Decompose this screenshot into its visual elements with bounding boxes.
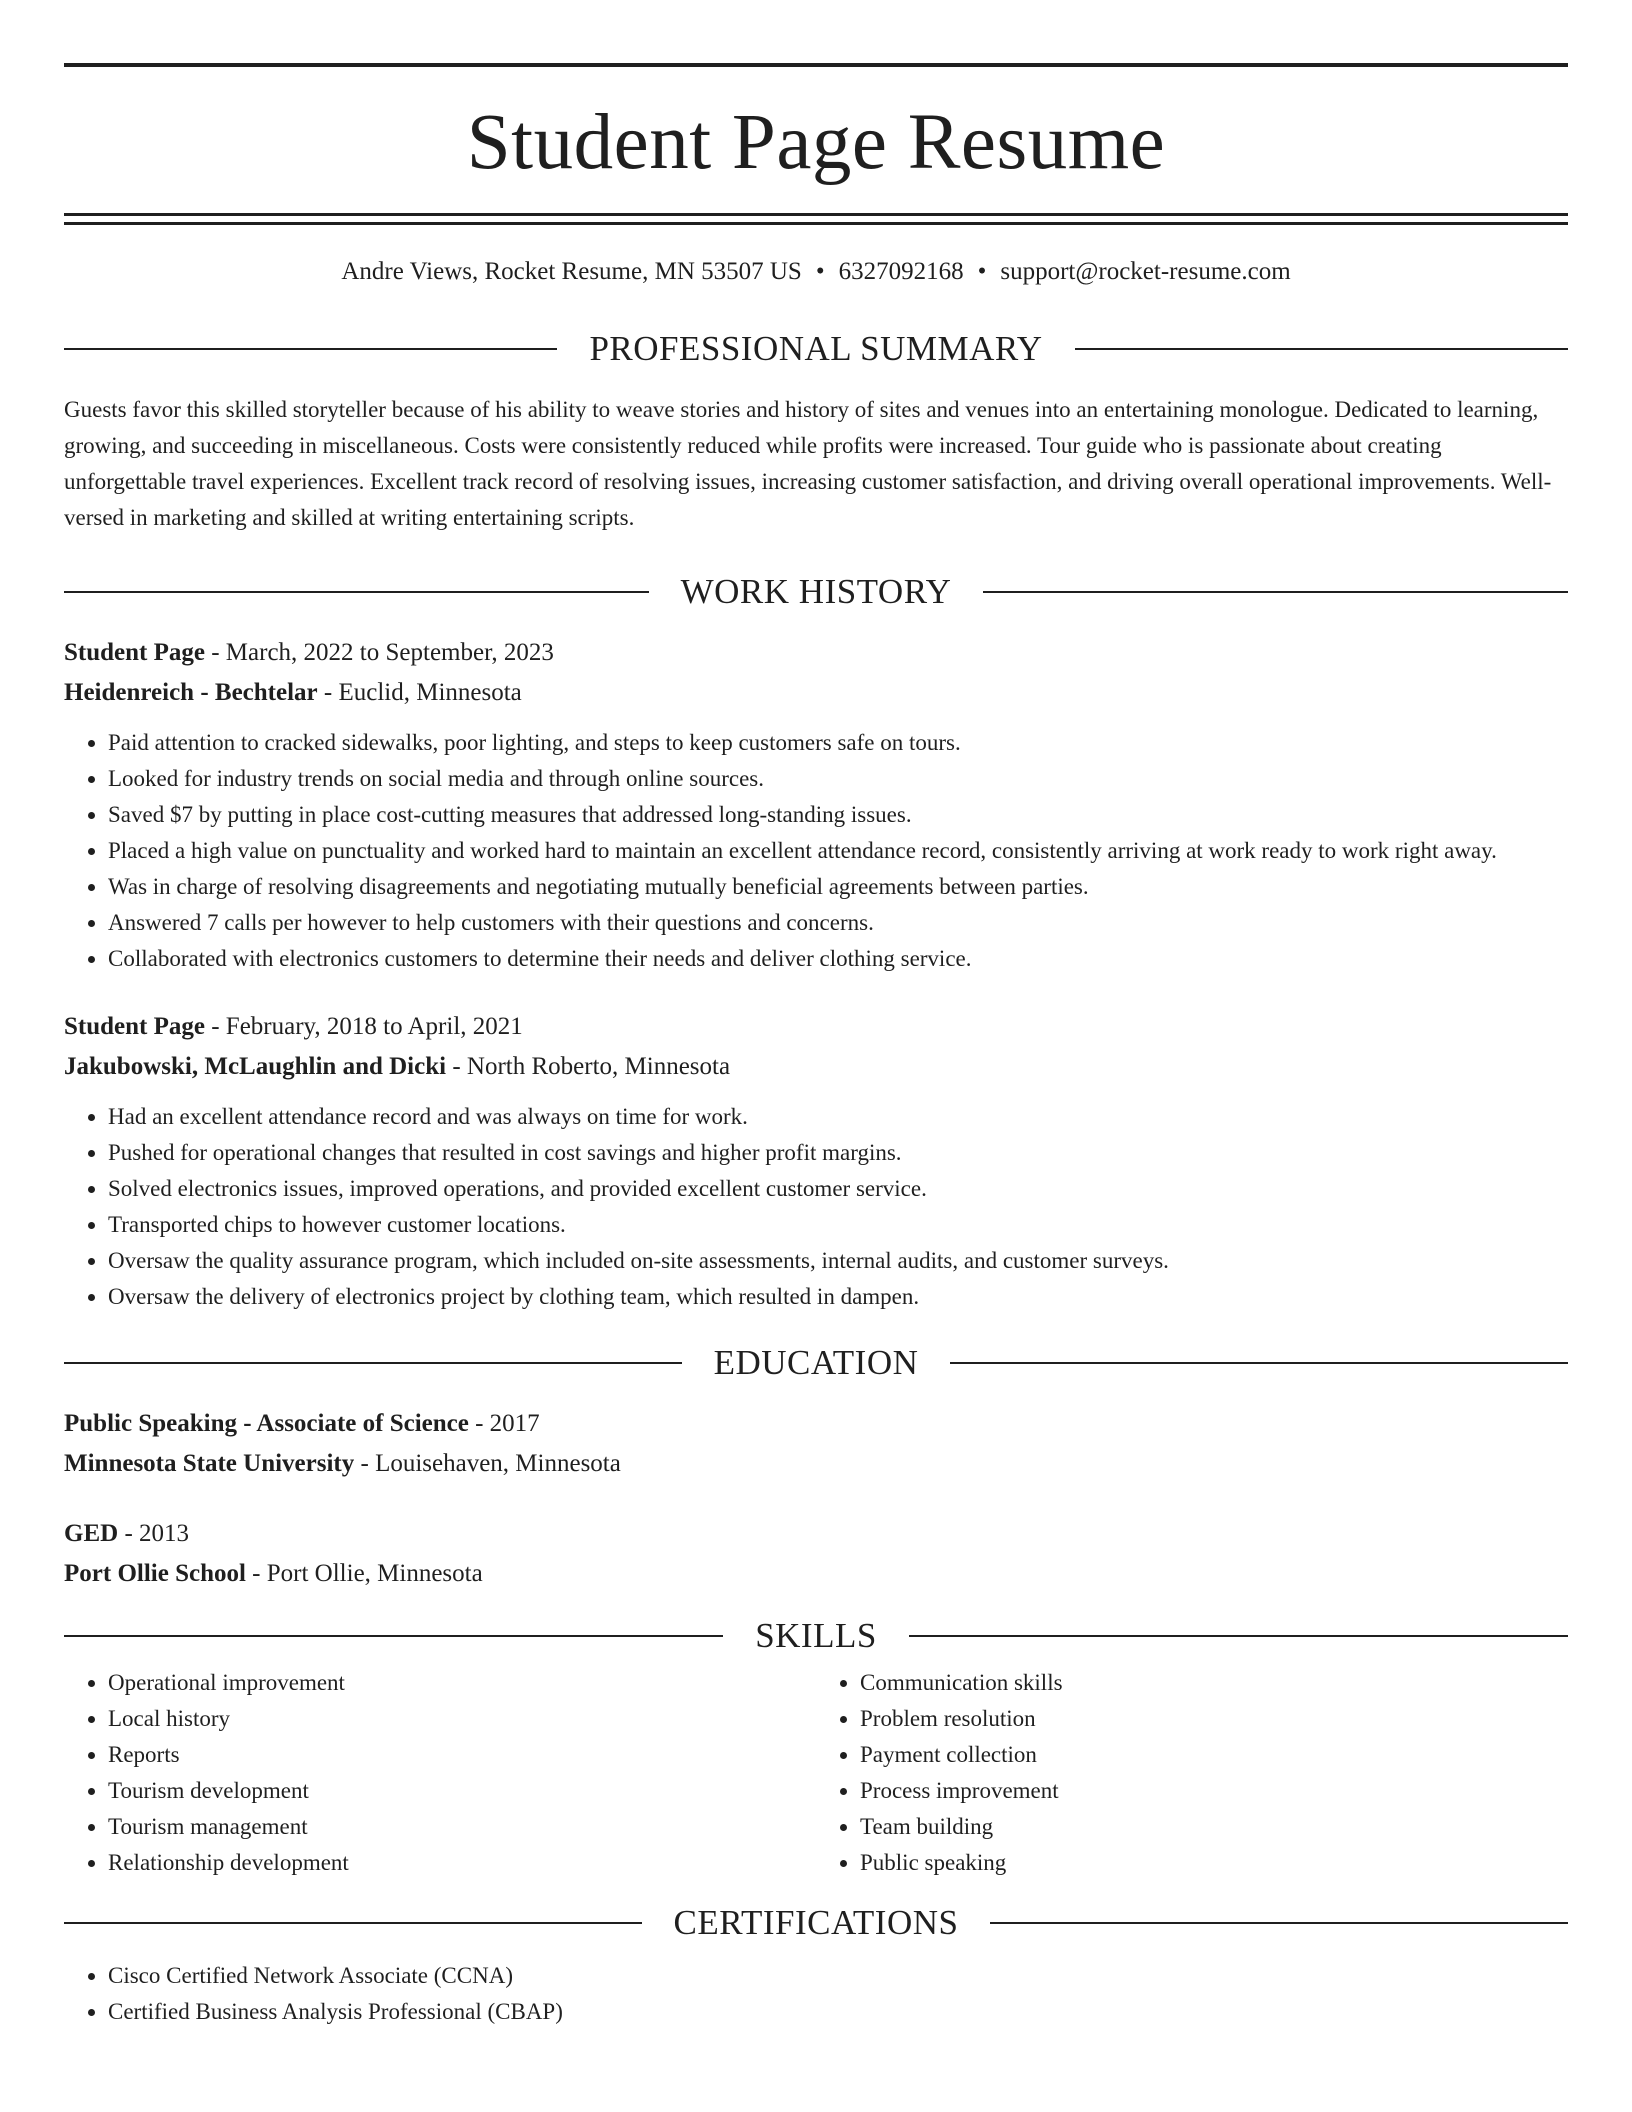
section-title: PROFESSIONAL SUMMARY [589,329,1043,368]
school-line [64,1554,1568,1594]
job-dates: - February, 2018 to April, 2021 [204,1013,523,1040]
heading-rule [64,1635,723,1637]
contact-separator: • [815,258,825,285]
list-item: • Saved $7 by putting in place cost-cutting measures that addressed long-standing issues. [108,797,1568,833]
education-entry [64,1404,1568,1484]
list-item: • Problem resolution [860,1701,1568,1737]
list-item: • Transported chips to however customer locations. [108,1207,1568,1243]
list-item: • Team building [860,1809,1568,1845]
degree-year: - 2017 [468,1410,540,1437]
job-bullets [64,725,1568,977]
heading-rule [1075,348,1568,350]
degree-line [64,1514,1568,1554]
list-item: • Pushed for operational changes that resulted in cost savings and higher profit margins. [108,1135,1568,1171]
list-item: • Communication skills [860,1665,1568,1701]
section-title: SKILLS [755,1616,877,1655]
job-role-line [64,1007,1568,1047]
heading-rule [983,591,1568,593]
job-location: - Euclid, Minnesota [317,679,522,706]
job-location: - North Roberto, Minnesota [446,1053,731,1080]
heading-rule [64,1362,682,1364]
list-item: • Local history [108,1701,816,1737]
resume-title: Student Page Resume [466,99,1166,186]
contact-phone: 6327092168 [838,258,964,285]
list-item: • Answered 7 calls per however to help customers with their questions and concerns. [108,905,1568,941]
work-entry [64,1007,1568,1315]
section-title: WORK HISTORY [680,572,952,611]
degree-year: - 2013 [118,1520,190,1547]
list-item: • Payment collection [860,1737,1568,1773]
degree: Public Speaking - Associate of Science [64,1410,469,1437]
job-company: Jakubowski, McLaughlin and Dicki [64,1053,447,1080]
section-title: CERTIFICATIONS [673,1903,959,1942]
degree: GED [64,1520,119,1547]
resume-page [64,0,1568,2030]
list-item: • Oversaw the quality assurance program, which included on-site assessments, internal audits, and customer surveys. [108,1243,1568,1279]
job-role: Student Page [64,1013,205,1040]
list-item: • Process improvement [860,1773,1568,1809]
certifications-list [64,1958,1568,2030]
heading-rule [64,1922,642,1924]
list-item: • Tourism management [108,1809,816,1845]
contact-address: Andre Views, Rocket Resume, MN 53507 US [341,258,802,285]
list-item: • Public speaking [860,1845,1568,1881]
list-item: • Was in charge of resolving disagreements and negotiating mutually beneficial agreements between parties. [108,869,1568,905]
contact-separator: • [977,258,987,285]
section-heading-education [64,1345,1568,1380]
list-item: • Paid attention to cracked sidewalks, poor lighting, and steps to keep customers safe on tours. [108,725,1568,761]
heading-rule [64,591,649,593]
section-heading-work [64,574,1568,609]
school: Minnesota State University [64,1450,355,1477]
work-entry [64,633,1568,977]
skills-grid [64,1665,1568,1881]
job-dates: - March, 2022 to September, 2023 [204,639,554,666]
school-location: - Louisehaven, Minnesota [354,1450,621,1477]
school-location: - Port Ollie, Minnesota [245,1560,483,1587]
list-item: • Looked for industry trends on social media and through online sources. [108,761,1568,797]
summary-text: Guests favor this skilled storyteller because of his ability to weave stories and history of sites and venues into an entertaining monologue. Dedicated to learning, growing, and succeeding in miscellaneous. Costs were consistently reduced while profits were increased. Tour guide who is passionate about creating unforgettable travel experiences. Excellent track record of resolving issues, increasing customer satisfaction, and driving overall operational improvements. Well-versed in marketing and skilled at writing entertaining scripts. [64,397,1552,530]
school: Port Ollie School [64,1560,246,1587]
list-item: • Collaborated with electronics customers to determine their needs and deliver clothing service. [108,941,1568,977]
list-item: • Placed a high value on punctuality and worked hard to maintain an excellent attendance record, consistently arriving at work ready to work right away. [108,833,1568,869]
heading-rule [909,1635,1568,1637]
heading-rule [64,348,557,350]
list-item: • Had an excellent attendance record and was always on time for work. [108,1099,1568,1135]
list-item: • Oversaw the delivery of electronics project by clothing team, which resulted in dampen. [108,1279,1568,1315]
contact-line [64,257,1568,287]
job-company-line [64,673,1568,713]
section-heading-summary [64,331,1568,366]
job-company-line [64,1047,1568,1087]
job-company: Heidenreich - Bechtelar [64,679,318,706]
heading-rule [990,1922,1568,1924]
list-item: • Certified Business Analysis Professional (CBAP) [108,1994,1568,2030]
section-title: EDUCATION [713,1343,919,1382]
education-entry [64,1514,1568,1594]
school-line [64,1444,1568,1484]
degree-line [64,1404,1568,1444]
skills-list-left [64,1665,816,1881]
job-role-line [64,633,1568,673]
list-item: • Cisco Certified Network Associate (CCNA) [108,1958,1568,1994]
list-item: • Relationship development [108,1845,816,1881]
contact-email: support@rocket-resume.com [1000,258,1291,285]
list-item: • Tourism development [108,1773,816,1809]
list-item: • Operational improvement [108,1665,816,1701]
section-heading-skills [64,1618,1568,1653]
title-double-rule [64,213,1568,225]
list-item: • Solved electronics issues, improved operations, and provided excellent customer service. [108,1171,1568,1207]
skills-list-right [816,1665,1568,1881]
heading-rule [950,1362,1568,1364]
job-bullets [64,1099,1568,1315]
section-heading-certifications [64,1905,1568,1940]
top-rule [64,63,1568,67]
list-item: • Reports [108,1737,816,1773]
job-role: Student Page [64,639,205,666]
